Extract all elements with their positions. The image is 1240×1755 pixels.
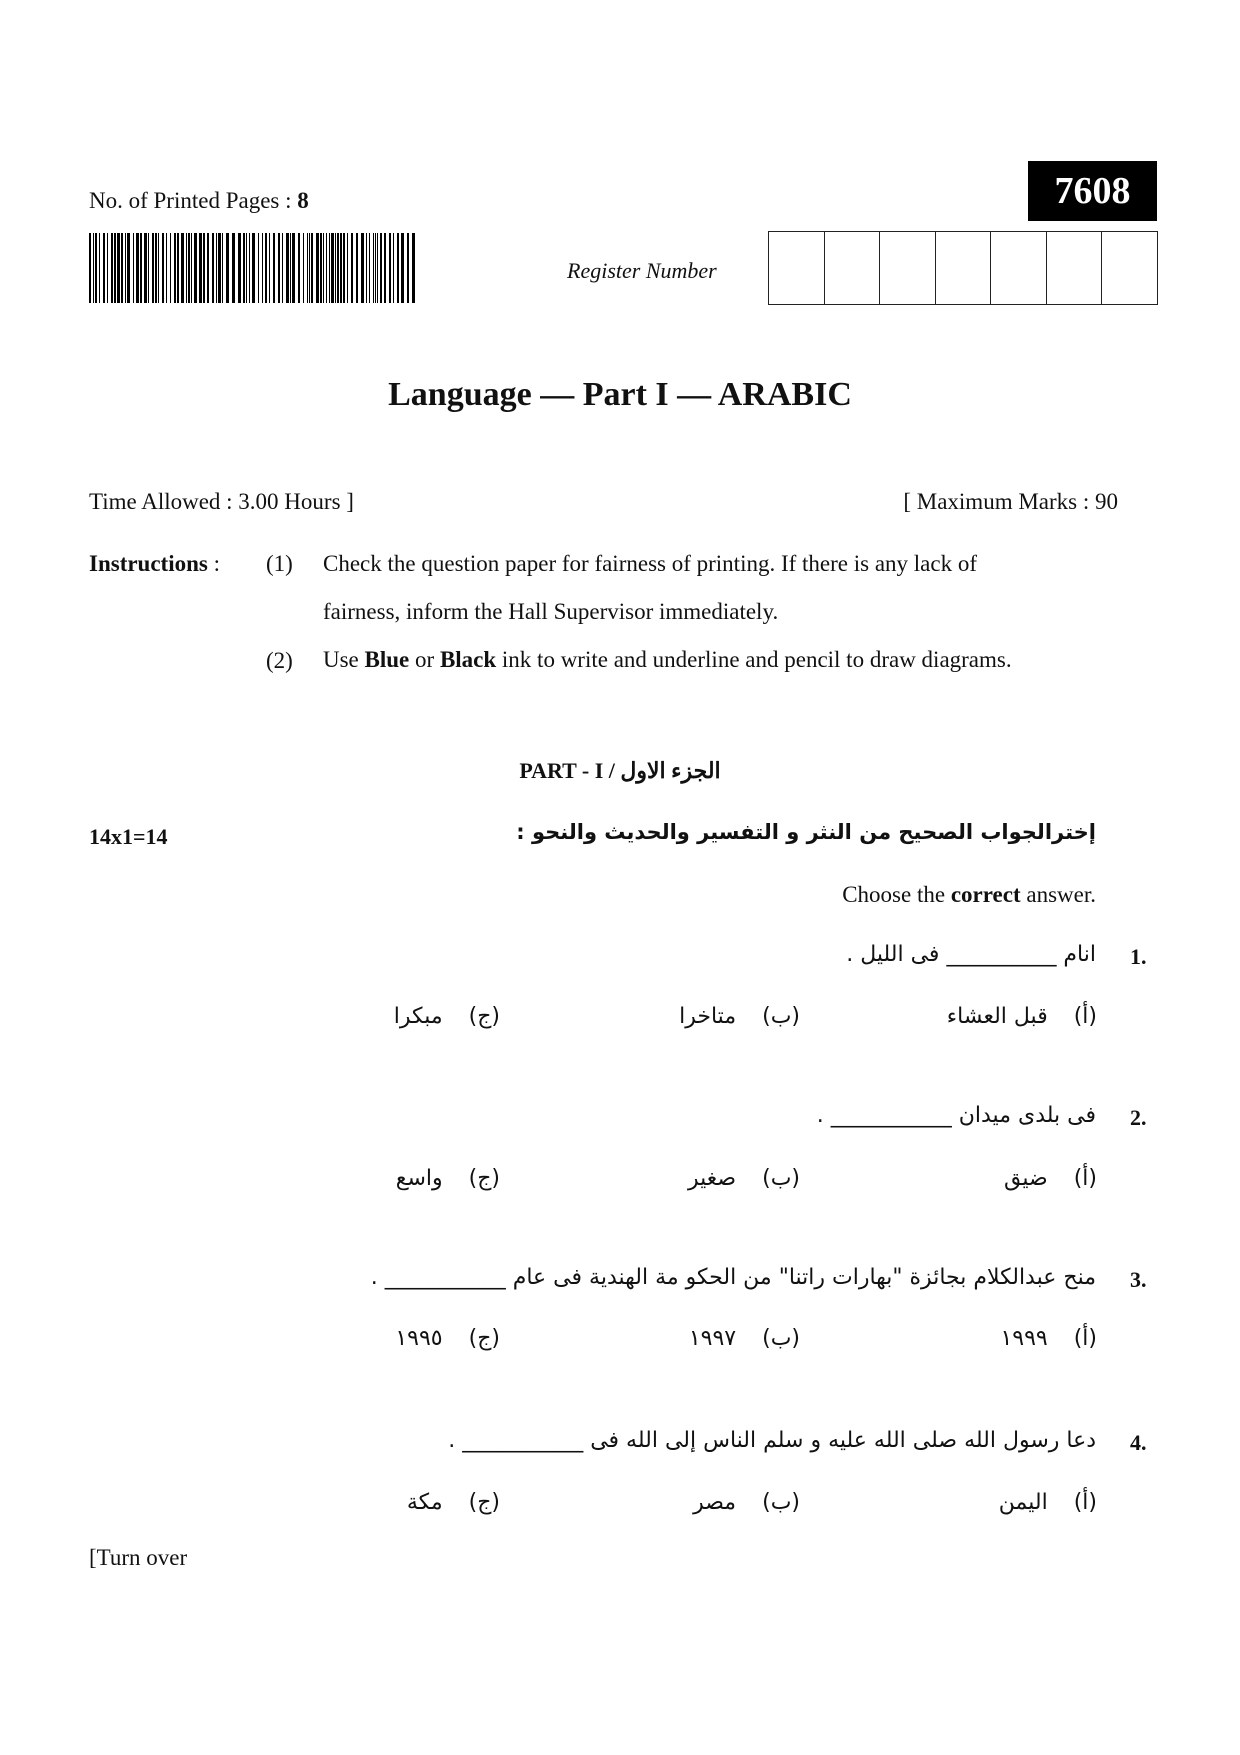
option-b[interactable] bbox=[688, 1166, 800, 1191]
register-digit-box[interactable] bbox=[769, 232, 825, 304]
marks-note: 14x1=14 bbox=[89, 824, 168, 849]
option-label: (ب) bbox=[762, 1490, 800, 1515]
instruction-2-mid: or bbox=[409, 647, 440, 672]
paper-title: Language — Part I — ARABIC bbox=[388, 376, 852, 413]
instruction-1-line1: Check the question paper for fairness of printing. If there is any lack of bbox=[323, 551, 978, 576]
question-text: انام __________ فى الليل . bbox=[846, 942, 1096, 967]
option-text: ١٩٩٩ bbox=[1000, 1326, 1048, 1351]
option-text: متاخرا bbox=[679, 1004, 737, 1029]
turn-over-note: [Turn over bbox=[89, 1545, 188, 1570]
question-text: منح عبدالكلام بجائزة "بهارات راتنا" من الحكو مة الهندية فى عام ___________ . bbox=[370, 1265, 1096, 1290]
printed-pages-label: No. of Printed Pages : bbox=[89, 188, 292, 213]
instruction-number: (2) bbox=[266, 648, 293, 673]
instruction-1 bbox=[323, 540, 977, 636]
option-label: (أ) bbox=[1073, 1490, 1097, 1515]
option-text: مكة bbox=[406, 1490, 443, 1515]
option-label: (أ) bbox=[1073, 1326, 1097, 1351]
question-text: فى بلدى ميدان ___________ . bbox=[816, 1103, 1096, 1128]
register-digit-box[interactable] bbox=[1047, 232, 1103, 304]
register-digit-box[interactable] bbox=[1102, 232, 1157, 304]
option-b[interactable] bbox=[689, 1326, 800, 1351]
register-digit-box[interactable] bbox=[936, 232, 992, 304]
option-text: ضيق bbox=[1004, 1166, 1048, 1191]
option-c[interactable] bbox=[395, 1326, 500, 1351]
question-number: 2. bbox=[1130, 1105, 1147, 1130]
option-label: (أ) bbox=[1073, 1004, 1097, 1029]
option-label: (ب) bbox=[762, 1326, 800, 1351]
option-a[interactable] bbox=[947, 1004, 1097, 1029]
option-text: ١٩٩٥ bbox=[395, 1326, 443, 1351]
arabic-instruction: إخترالجواب الصحيح من النثر و التفسير والحديث والنحو : bbox=[516, 820, 1096, 844]
option-label: (ج) bbox=[468, 1166, 500, 1191]
option-label: (أ) bbox=[1073, 1166, 1097, 1191]
register-number-boxes[interactable] bbox=[768, 231, 1158, 305]
option-label: (ج) bbox=[468, 1004, 500, 1029]
register-digit-box[interactable] bbox=[991, 232, 1047, 304]
option-text: قبل العشاء bbox=[946, 1004, 1048, 1029]
question-number: 4. bbox=[1130, 1430, 1147, 1455]
instruction-2-blue: Blue bbox=[364, 647, 410, 672]
option-text: واسع bbox=[395, 1166, 443, 1191]
maximum-marks: [ Maximum Marks : 90 bbox=[903, 489, 1118, 514]
instruction-2-black: Black bbox=[439, 647, 497, 672]
option-text: ١٩٩٧ bbox=[688, 1326, 737, 1351]
instruction-number: (1) bbox=[266, 551, 293, 576]
time-allowed: Time Allowed : 3.00 Hours ] bbox=[89, 489, 354, 514]
option-c[interactable] bbox=[394, 1004, 500, 1029]
option-c[interactable] bbox=[407, 1490, 500, 1515]
choose-pre: Choose the bbox=[842, 882, 951, 907]
instructions-colon: : bbox=[213, 551, 220, 576]
instruction-2-pre: Use bbox=[323, 647, 365, 672]
option-a[interactable] bbox=[999, 1490, 1097, 1515]
question-number: 3. bbox=[1130, 1267, 1147, 1292]
barcode-image bbox=[89, 233, 419, 303]
register-number-label: Register Number bbox=[567, 258, 717, 283]
paper-code: 7608 bbox=[1028, 161, 1157, 221]
printed-pages bbox=[89, 188, 309, 214]
choose-post: answer. bbox=[1020, 882, 1096, 907]
option-b[interactable] bbox=[693, 1490, 800, 1515]
option-a[interactable] bbox=[1004, 1166, 1097, 1191]
option-label: (ب) bbox=[762, 1166, 800, 1191]
option-label: (ج) bbox=[468, 1326, 500, 1351]
register-digit-box[interactable] bbox=[880, 232, 936, 304]
option-a[interactable] bbox=[1000, 1326, 1097, 1351]
option-c[interactable] bbox=[396, 1166, 500, 1191]
instruction-2-post: ink to write and underline and pencil to draw diagrams. bbox=[496, 647, 1012, 672]
instructions-label bbox=[89, 551, 220, 577]
option-b[interactable] bbox=[679, 1004, 800, 1029]
option-text: اليمن bbox=[998, 1490, 1048, 1515]
instruction-2 bbox=[323, 636, 1012, 684]
question-number: 1. bbox=[1130, 944, 1147, 969]
part-heading: PART - I / الجزء الاول bbox=[519, 758, 721, 783]
register-digit-box[interactable] bbox=[825, 232, 881, 304]
option-label: (ج) bbox=[468, 1490, 500, 1515]
option-text: مبكرا bbox=[393, 1004, 443, 1029]
choose-bold: correct bbox=[950, 882, 1021, 907]
instruction-1-line2: fairness, inform the Hall Supervisor immediately. bbox=[323, 599, 779, 624]
printed-pages-value: 8 bbox=[297, 188, 309, 213]
option-label: (ب) bbox=[762, 1004, 800, 1029]
instructions-label-text: Instructions bbox=[89, 551, 208, 576]
choose-instruction bbox=[842, 882, 1096, 908]
option-text: مصر bbox=[693, 1490, 737, 1515]
question-text: دعا رسول الله صلى الله عليه و سلم الناس إلى الله فى ___________ . bbox=[448, 1428, 1096, 1453]
option-text: صغير bbox=[688, 1166, 737, 1191]
